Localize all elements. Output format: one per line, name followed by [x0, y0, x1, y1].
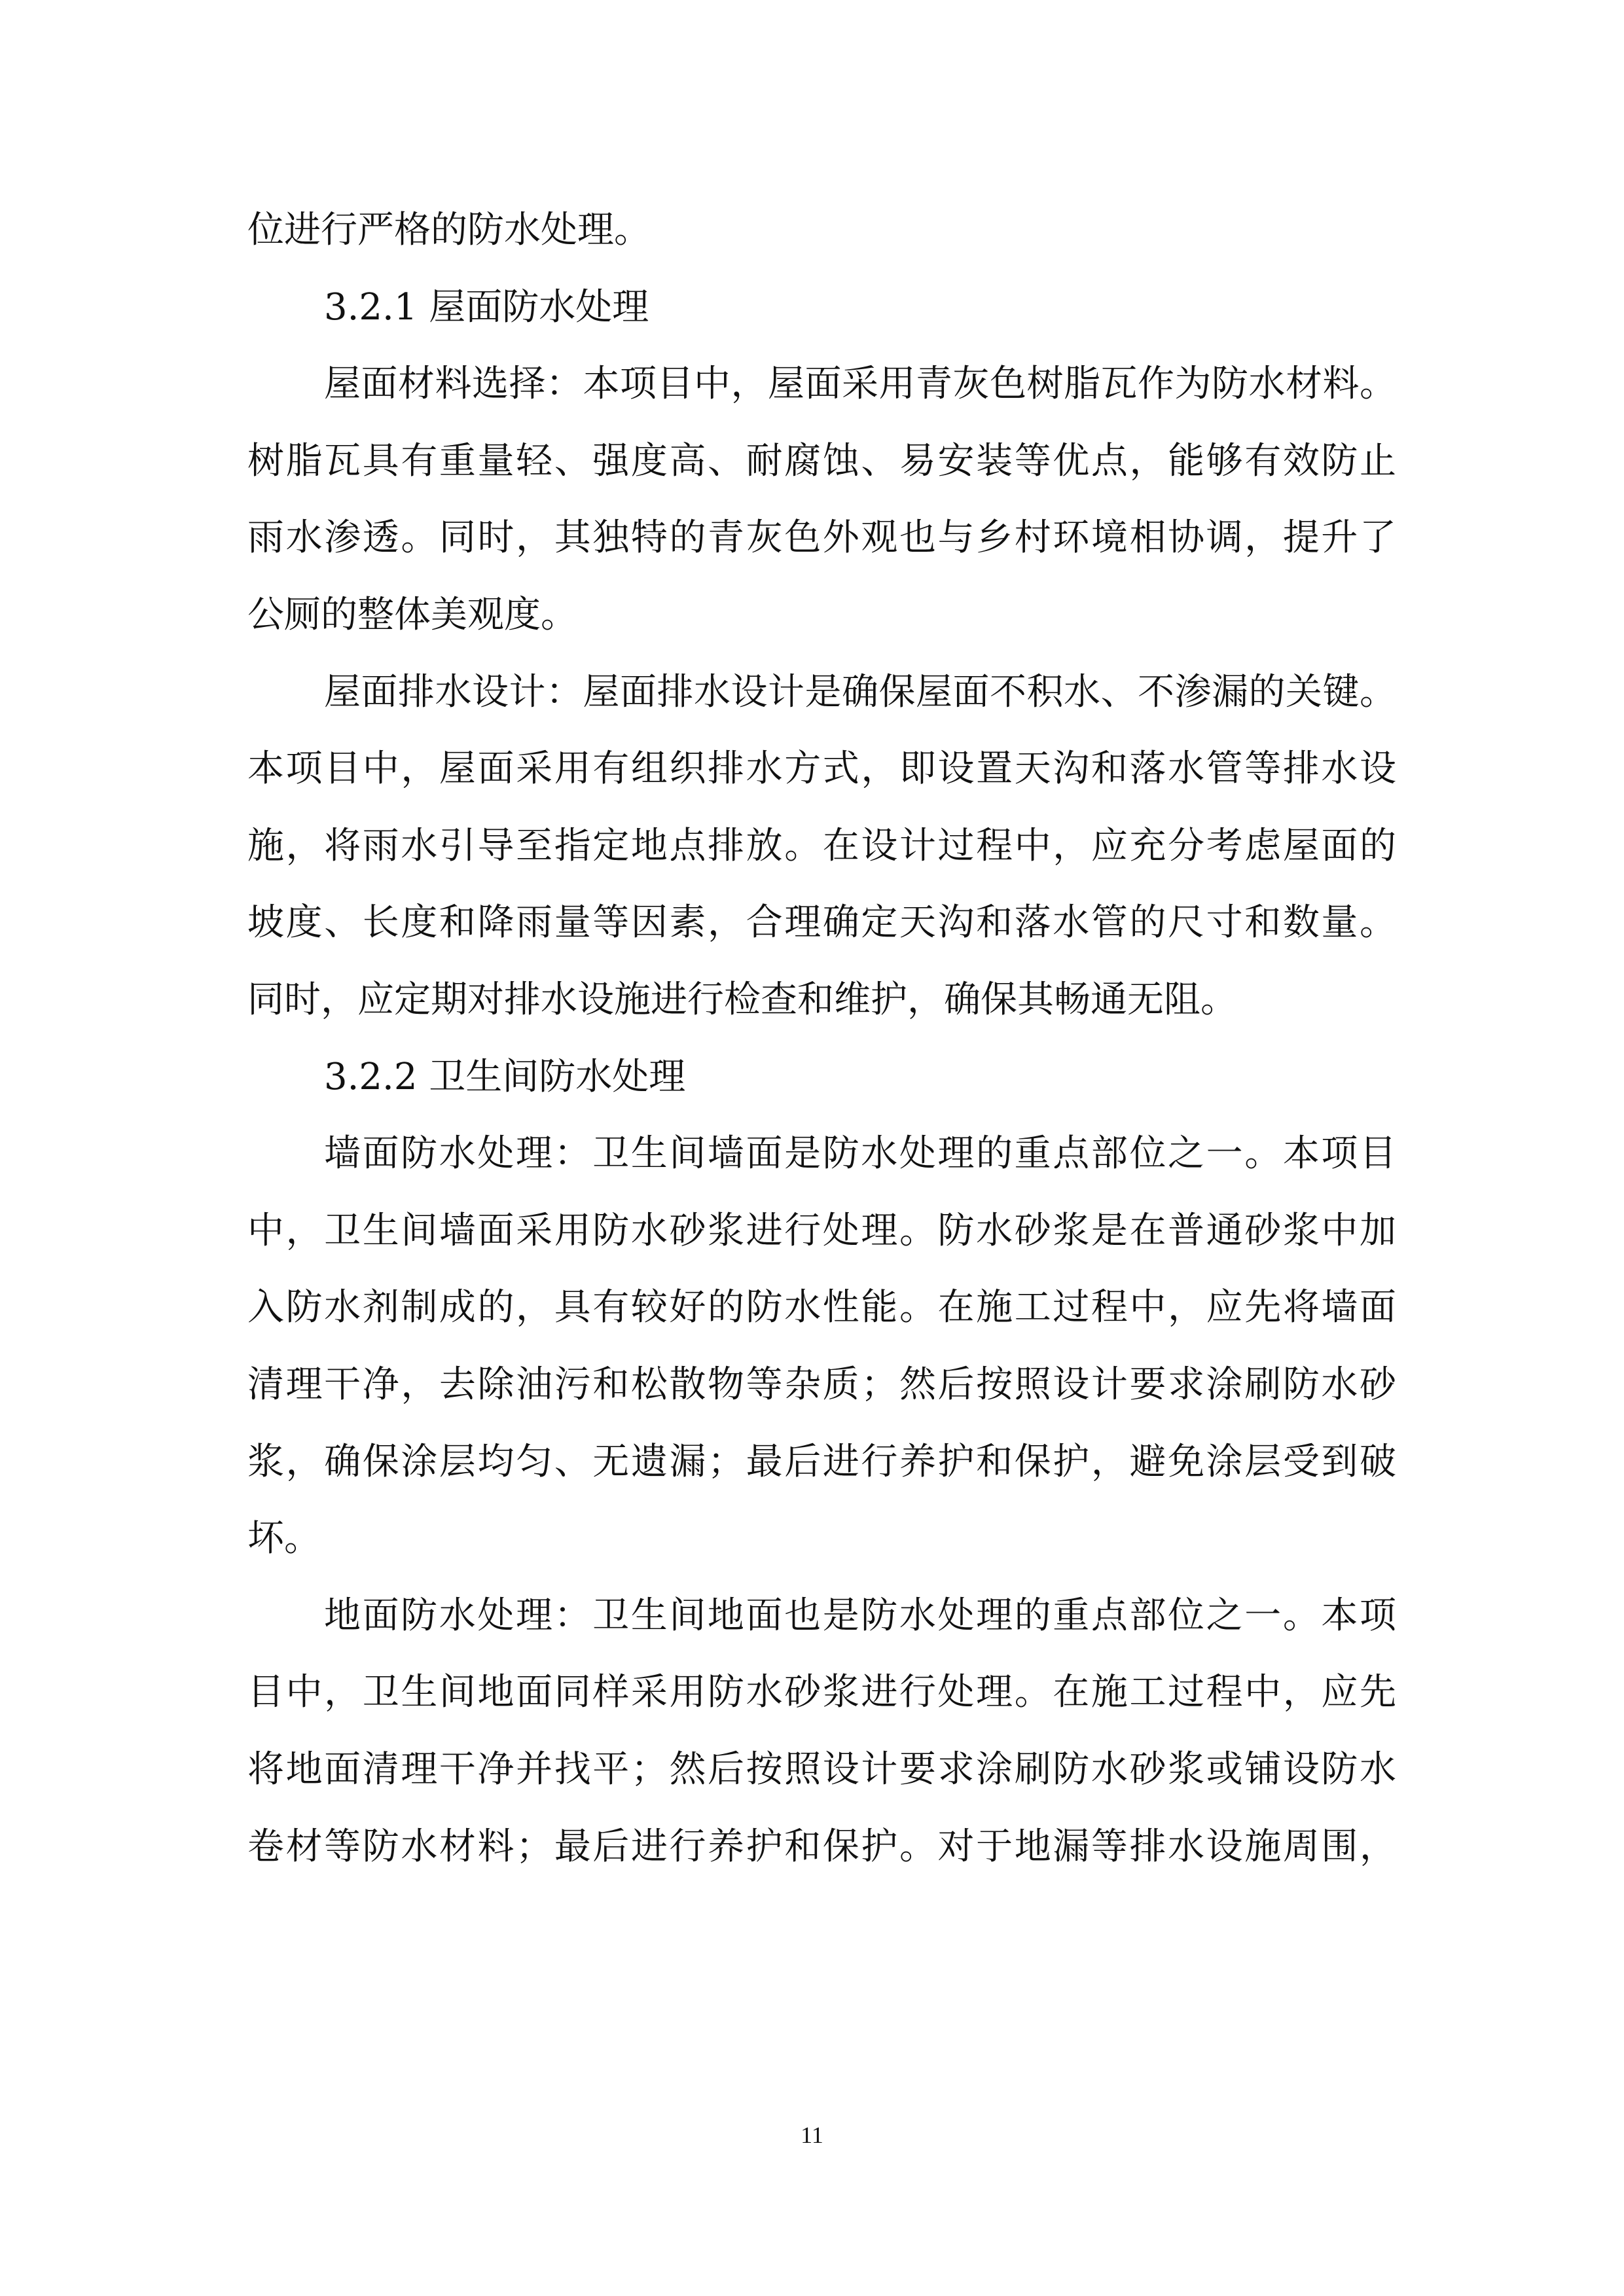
text-line-6: 公厕的整体美观度。	[247, 594, 577, 636]
text-line-10: 坡度、长度和降雨量等因素，合理确定天沟和落水管的尺寸和数量。	[247, 901, 1396, 944]
text-line-16: 清理干净，去除油污和松散物等杂质；然后按照设计要求涂刷防水砂	[247, 1363, 1396, 1406]
text-line-19: 地面防水处理：卫生间地面也是防水处理的重点部位之一。本项	[324, 1594, 1396, 1637]
text-line-4: 树脂瓦具有重量轻、强度高、耐腐蚀、易安装等优点，能够有效防止	[247, 440, 1396, 482]
text-line-8: 本项目中，屋面采用有组织排水方式，即设置天沟和落水管等排水设	[247, 747, 1396, 790]
text-line-11: 同时，应定期对排水设施进行检查和维护，确保其畅通无阻。	[247, 978, 1237, 1021]
text-line-14: 中，卫生间墙面采用防水砂浆进行处理。防水砂浆是在普通砂浆中加	[247, 1210, 1396, 1252]
text-line-15: 入防水剂制成的，具有较好的防水性能。在施工过程中，应先将墙面	[247, 1286, 1396, 1329]
text-line-13: 墙面防水处理：卫生间墙面是防水处理的重点部位之一。本项目	[324, 1132, 1396, 1175]
section-heading-3-2-2: 3.2.2 卫生间防水处理	[324, 1056, 686, 1098]
text-line-18: 坏。	[247, 1517, 321, 1560]
page-number: 11	[801, 2122, 823, 2148]
section-heading-3-2-1: 3.2.1 屋面防水处理	[324, 286, 649, 329]
text-line-9: 施，将雨水引导至指定地点排放。在设计过程中，应充分考虑屋面的	[247, 825, 1396, 867]
text-line-17: 浆，确保涂层均匀、无遗漏；最后进行养护和保护，避免涂层受到破	[247, 1441, 1396, 1483]
text-line-21: 将地面清理干净并找平；然后按照设计要求涂刷防水砂浆或铺设防水	[247, 1748, 1396, 1791]
text-line-1: 位进行严格的防水处理。	[247, 209, 651, 251]
text-line-20: 目中，卫生间地面同样采用防水砂浆进行处理。在施工过程中，应先	[247, 1671, 1396, 1713]
text-line-5: 雨水渗透。同时，其独特的青灰色外观也与乡村环境相协调，提升了	[247, 516, 1396, 559]
text-line-22: 卷材等防水材料；最后进行养护和保护。对于地漏等排水设施周围，	[247, 1825, 1396, 1868]
text-line-3: 屋面材料选择：本项目中，屋面采用青灰色树脂瓦作为防水材料。	[324, 363, 1396, 405]
text-line-7: 屋面排水设计：屋面排水设计是确保屋面不积水、不渗漏的关键。	[324, 671, 1396, 713]
